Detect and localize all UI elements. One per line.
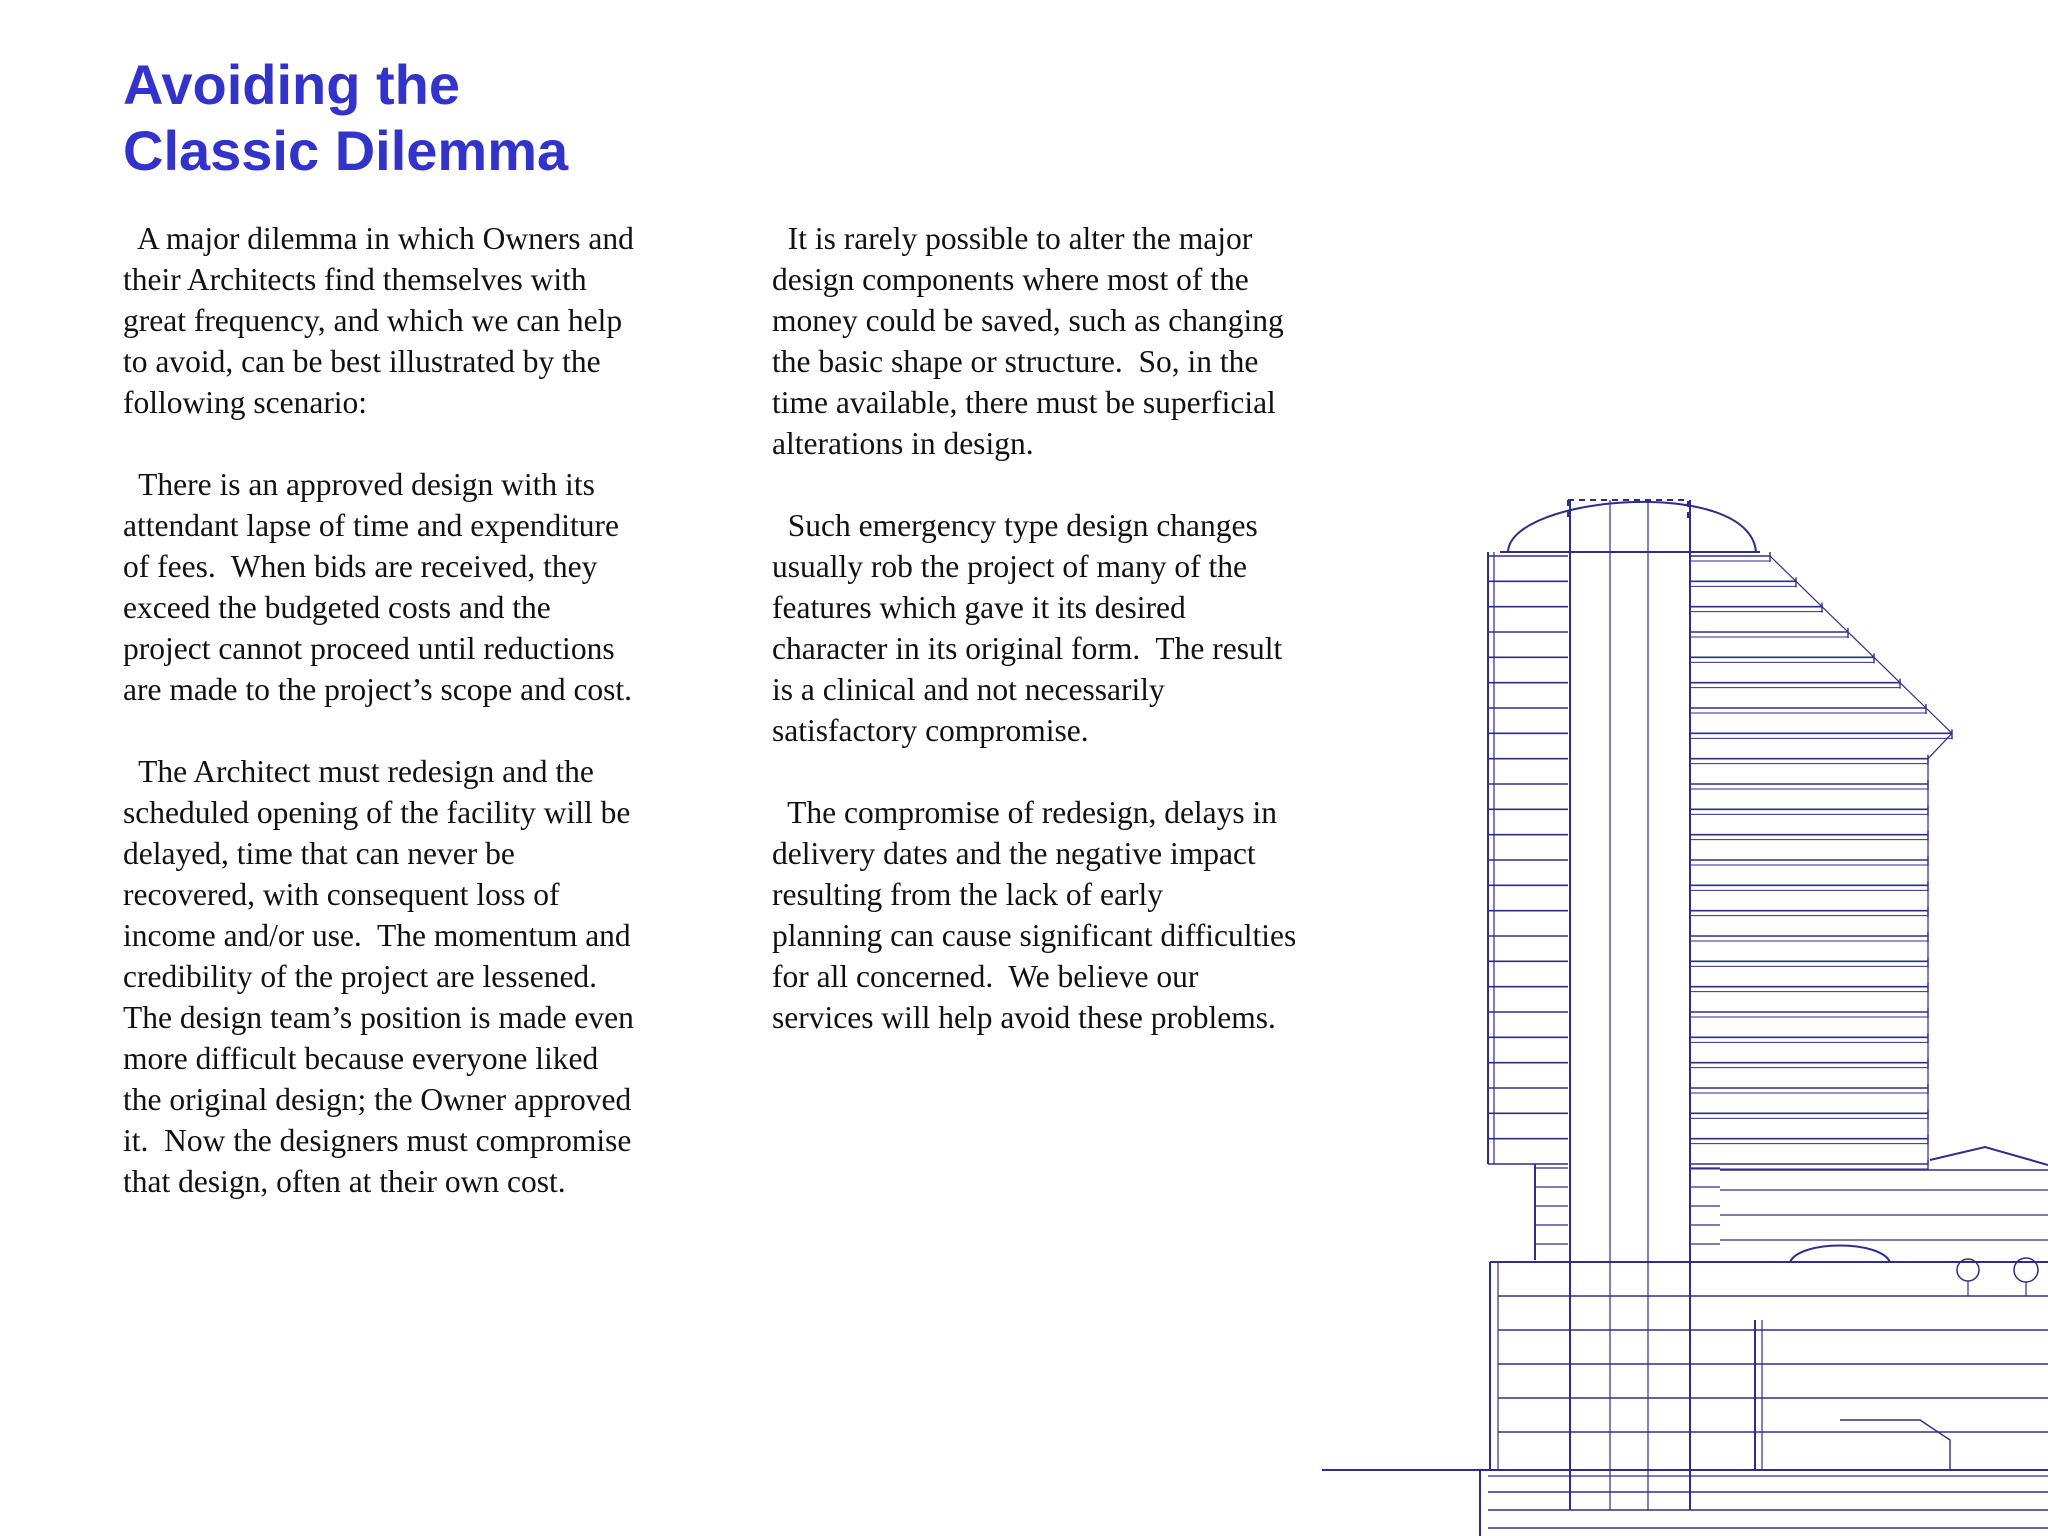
building-section-drawing-icon: [1320, 470, 2048, 1536]
right-paragraph-3: The compromise of redesign, delays in delivery dates and the negative impact resulting from the lack of early planning can cause significant difficulties for all concerned. We believe our services will help avoid these problems.: [772, 795, 1297, 1035]
page-title: [123, 52, 568, 184]
left-paragraph-1: A major dilemma in which Owners and their Architects find themselves with great frequency, and which we can help to avoid, can be best illustrated by the following scenario:: [123, 221, 634, 420]
title-line-2: Classic Dilemma: [123, 119, 569, 182]
right-paragraph-2: Such emergency type design changes usually rob the project of many of the features which gave it its desired character in its original form. The result is a clinical and not necessarily satisfactory compromise.: [772, 508, 1283, 748]
title-line-1: Avoiding the: [123, 53, 461, 116]
left-paragraph-2: There is an approved design with its attendant lapse of time and expenditure of fees. When bids are received, they exceed the budgeted costs and the project cannot proceed until reductions are made to the project’s scope and cost.: [123, 467, 633, 707]
left-paragraph-3: The Architect must redesign and the scheduled opening of the facility will be delayed, time that can never be recovered, with consequent loss of income and/or use. The momentum and credibility of the project are lessened. The design team’s position is made even more difficult because everyone liked the original design; the Owner approved it. Now the designers must compromise that design, often at their own cost.: [123, 754, 634, 1199]
left-text-column: [123, 218, 703, 1243]
right-text-column: [772, 218, 1362, 1079]
right-paragraph-1: It is rarely possible to alter the major design components where most of the money could be saved, such as changing the basic shape or structure. So, in the time available, there must be superficial alterations in design.: [772, 221, 1284, 461]
